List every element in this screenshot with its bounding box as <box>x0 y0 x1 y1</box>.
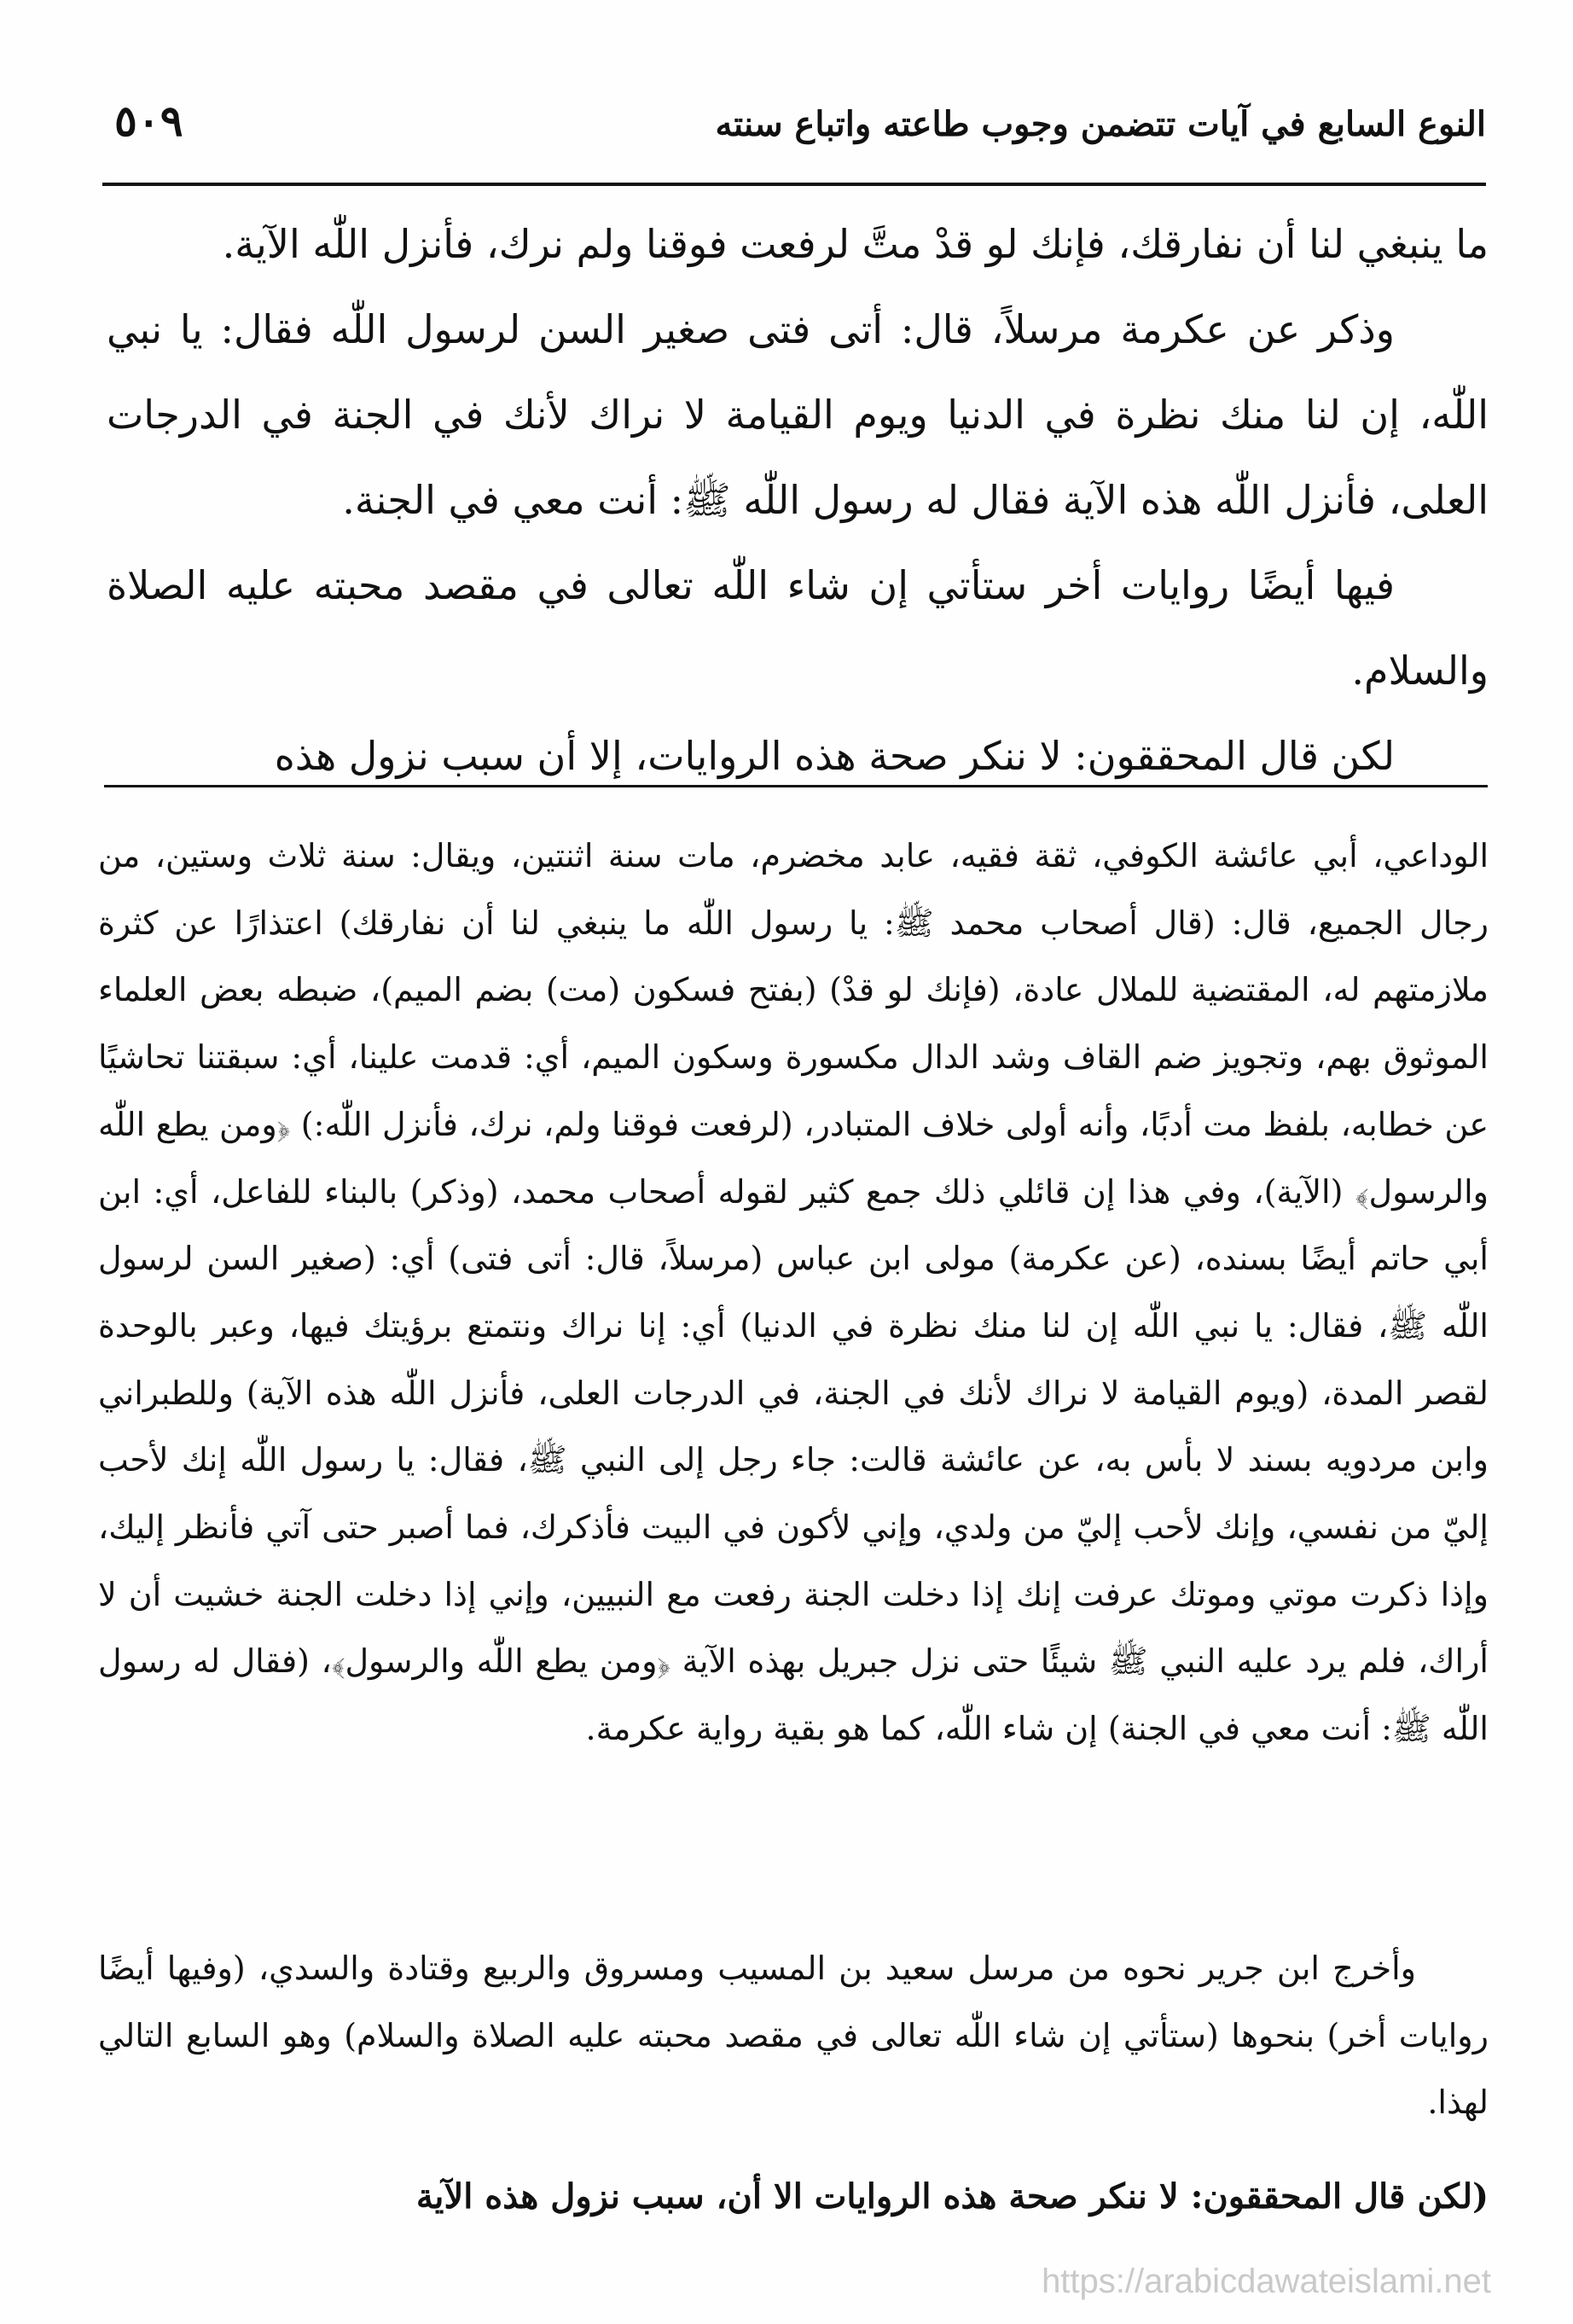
main-text <box>107 201 1489 799</box>
page-header <box>102 92 1486 186</box>
main-paragraph: ما ينبغي لنا أن نفارقك، فإنك لو قدْ متَّ لرفعت فوقنا ولم نرك، فأنزل اللّٰه الآية. <box>222 221 1489 267</box>
commentary-notes <box>98 822 1489 2231</box>
commentary-paragraph: وأخرج ابن جرير نحوه من مرسل سعيد بن المسيب ومسروق والربيع وقتادة والسدي، (وفيها أيضًا روايات أخر) بنحوها (ستأتي إن شاء اللّٰه تعالى في مقصد محبته عليه الصلاة والسلام) وهو السابع التالي لهذا. <box>98 1949 1489 2122</box>
page-number: ٥٠٩ <box>114 96 183 146</box>
watermark-url: https://arabicdawateislami.net <box>1042 2263 1491 2300</box>
main-paragraph: لكن قال المحققون: لا ننكر صحة هذه الروايات، إلا أن سبب نزول هذه <box>274 733 1395 779</box>
running-title: النوع السابع في آيات تتضمن وجوب طاعته واتباع سنته <box>715 104 1486 144</box>
main-paragraph: وذكر عن عكرمة مرسلاً، قال: أتى فتى صغير السن لرسول اللّٰه فقال: يا نبي اللّٰه، إن لنا منك نظرة في الدنيا ويوم القيامة لا نراك لأنك في الجنة في الدرجات العلى، فأنزل اللّٰه هذه الآية فقال له رسول اللّٰه ﷺ: أنت معي في الجنة. <box>107 306 1489 523</box>
footnote-divider <box>104 785 1488 787</box>
main-paragraph: فيها أيضًا روايات أخر ستأتي إن شاء اللّٰه تعالى في مقصد محبته عليه الصلاة والسلام. <box>107 562 1489 694</box>
commentary-paragraph: الوداعي، أبي عائشة الكوفي، ثقة فقيه، عابد مخضرم، مات سنة اثنتين، ويقال: سنة ثلاث وستين، من رجال الجميع، قال: (قال أصحاب محمد ﷺ: يا رسول اللّٰه ما ينبغي لنا أن نفارقك) اعتذارًا عن كثرة ملازمتهم له، المقتضية للملال عادة، (فإنك لو قدْ) (بفتح فسكون (مت) بضم الميم)، ضبطه بعض العلماء الموثوق بهم، وتجويز ضم القاف وشد الدال مكسورة وسكون الميم، أي: قدمت علينا، أي: سبقتنا تحاشيًا عن خطابه، بلفظ مت أدبًا، وأنه أولى خلاف المتبادر، (لرفعت فوقنا ولم، نرك، فأنزل اللّٰه:) ﴿ومن يطع اللّٰه والرسول﴾ (الآية)، وفي هذا إن قائلي ذلك جمع كثير لقوله أصحاب محمد، (وذكر) بالبناء للفاعل، أي: ابن أبي حاتم أيضًا بسنده، (عن عكرمة) مولى ابن عباس (مرسلاً، قال: أتى فتى) أي: (صغير السن لرسول اللّٰه ﷺ، فقال: يا نبي اللّٰه إن لنا منك نظرة في الدنيا) أي: إنا نراك ونتمتع برؤيتك فيها، وعبر بالوحدة لقصر المدة، (ويوم القيامة لا نراك لأنك في الجنة، في الدرجات العلى، فأنزل اللّٰه هذه الآية) وللطبراني وابن مردويه بسند لا بأس به، عن عائشة قالت: جاء رجل إلى النبي ﷺ، فقال: يا رسول اللّٰه إنك لأحب إليّ من نفسي، وإنك لأحب إليّ من ولدي، وإني لأكون في البيت فأذكرك، فما أصبر حتى آتي فأنظر إليك، وإذا ذكرت موتي وموتك عرفت إنك إذا دخلت الجنة رفعت مع النبيين، وإني إذا دخلت الجنة خشيت أن لا أراك، فلم يرد عليه النبي ﷺ شيئًا حتى نزل جبريل بهذه الآية ﴿ومن يطع اللّٰه والرسول﴾، (فقال له رسول اللّٰه ﷺ: أنت معي في الجنة) إن شاء اللّٰه، كما هو بقية رواية عكرمة. <box>98 837 1489 1748</box>
commentary-paragraph: (لكن قال المحققون: لا ننكر صحة هذه الروايات الا أن، سبب نزول هذه الآية <box>415 2176 1489 2217</box>
